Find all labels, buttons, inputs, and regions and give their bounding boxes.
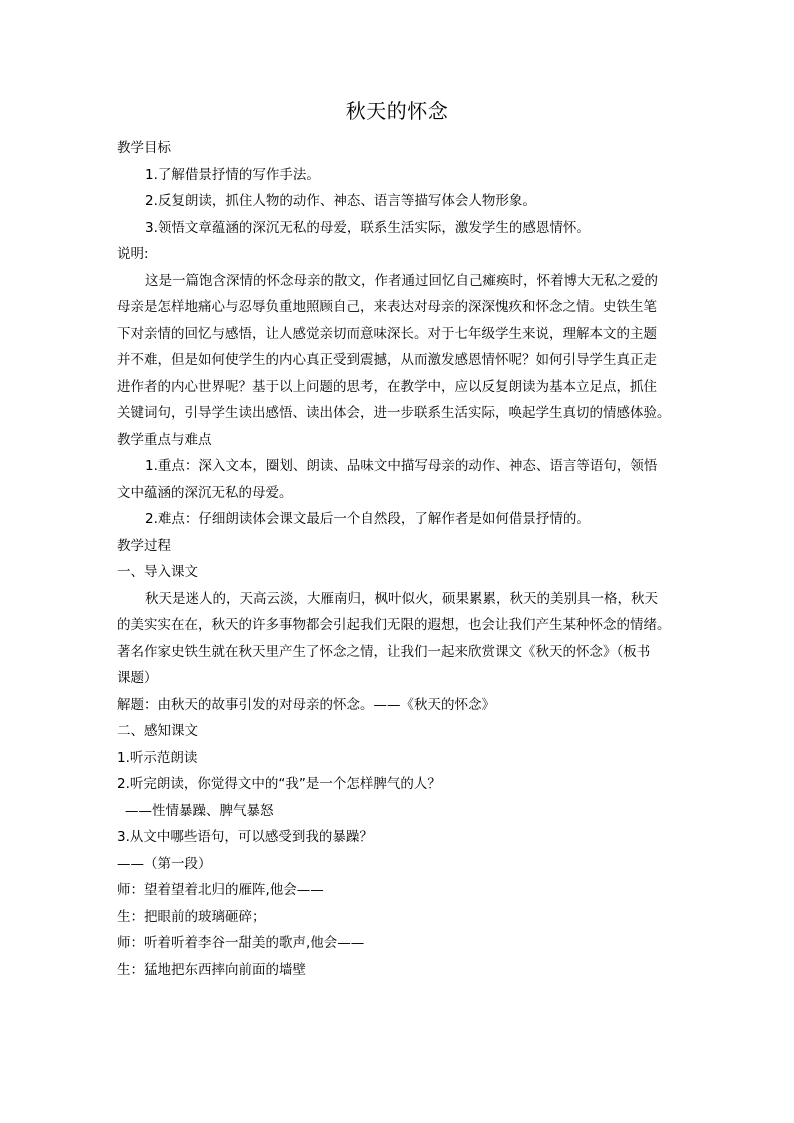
- paragraph-line: 母亲是怎样地痛心与忍辱负重地照顾自己，来表达对母亲的深深愧疚和怀念之情。史铁生笔: [117, 299, 657, 315]
- objective-item: 1.了解借景抒情的写作手法。: [145, 166, 320, 183]
- dialogue-line: 生：猛地把东西摔向前面的墙壁: [117, 961, 306, 978]
- section-heading: 说明:: [117, 246, 149, 262]
- section-heading: 教学重点与难点: [117, 431, 212, 448]
- paragraph-line: 文中蕴涵的深沉无私的母爱。: [117, 484, 293, 501]
- answer-line: ——（第一段）: [117, 855, 212, 872]
- paragraph-line: 关键词句，引导学生读出感悟、读出体会，进一步联系生活实际，唤起学生真切的情感体验。: [117, 405, 671, 421]
- paragraph-line: 的美实实在在，秋天的许多事物都会引起我们无限的遐想，也会让我们产生某种怀念的情绪。: [117, 617, 671, 633]
- list-item: 1.听示范朗读: [117, 749, 198, 766]
- paragraph-line: 著名作家史铁生就在秋天里产生了怀念之情，让我们一起来欣赏课文《秋天的怀念》（板书: [117, 643, 651, 660]
- paragraph-line: 1.重点：深入文本，圈划、朗读、品味文中描写母亲的动作、神态、语言等语句，领悟: [145, 458, 658, 474]
- subsection-heading: 一、导入课文: [117, 564, 198, 580]
- paragraph-line: 课题）: [117, 670, 158, 686]
- page-title: 秋天的怀念: [345, 99, 449, 123]
- dialogue-line: 生：把眼前的玻璃砸碎；: [117, 908, 266, 925]
- answer-line: ——性情暴躁、脾气暴怒: [125, 802, 274, 819]
- paragraph-line: 这是一篇饱含深情的怀念母亲的散文，作者通过回忆自己瘫痪时，怀着博大无私之爱的: [145, 272, 658, 289]
- paragraph-line: 秋天是迷人的，天高云淡，大雁南归，枫叶似火，硕果累累，秋天的美别具一格，秋天: [145, 590, 658, 607]
- paragraph-line: 并不难，但是如何使学生的内心真正受到震撼，从而激发感恩情怀呢？如何引导学生真正走: [117, 352, 657, 368]
- paragraph-line: 进作者的内心世界呢？基于以上问题的思考，在教学中，应以反复朗读为基本立足点，抓住: [117, 378, 657, 395]
- dialogue-line: 师：望着望着北归的雁阵,他会——: [117, 882, 324, 898]
- paragraph-line: 2.难点：仔细朗读体会课文最后一个自然段，了解作者是如何借景抒情的。: [145, 511, 590, 527]
- objective-item: 3.领悟文章蕴涵的深沉无私的母爱，联系生活实际，激发学生的感恩情怀。: [145, 219, 590, 236]
- paragraph-line: 解题：由秋天的故事引发的对母亲的怀念。——《秋天的怀念》: [117, 696, 495, 713]
- objective-item: 2.反复朗读，抓住人物的动作、神态、语言等描写体会人物形象。: [145, 193, 536, 209]
- subsection-heading: 二、感知课文: [117, 723, 198, 739]
- list-item: 2.听完朗读，你觉得文中的“我”是一个怎样脾气的人？: [117, 776, 441, 792]
- document-body: [117, 135, 679, 983]
- paragraph-line: 下对亲情的回忆与感悟，让人感觉亲切而意味深长。对于七年级学生来说，理解本文的主题: [117, 325, 657, 342]
- list-item: 3.从文中哪些语句，可以感受到我的暴躁？: [117, 829, 373, 845]
- section-heading: 教学过程: [117, 537, 171, 554]
- section-heading: 教学目标: [117, 140, 171, 156]
- dialogue-line: 师：听着听着李谷一甜美的歌声,他会——: [117, 935, 365, 951]
